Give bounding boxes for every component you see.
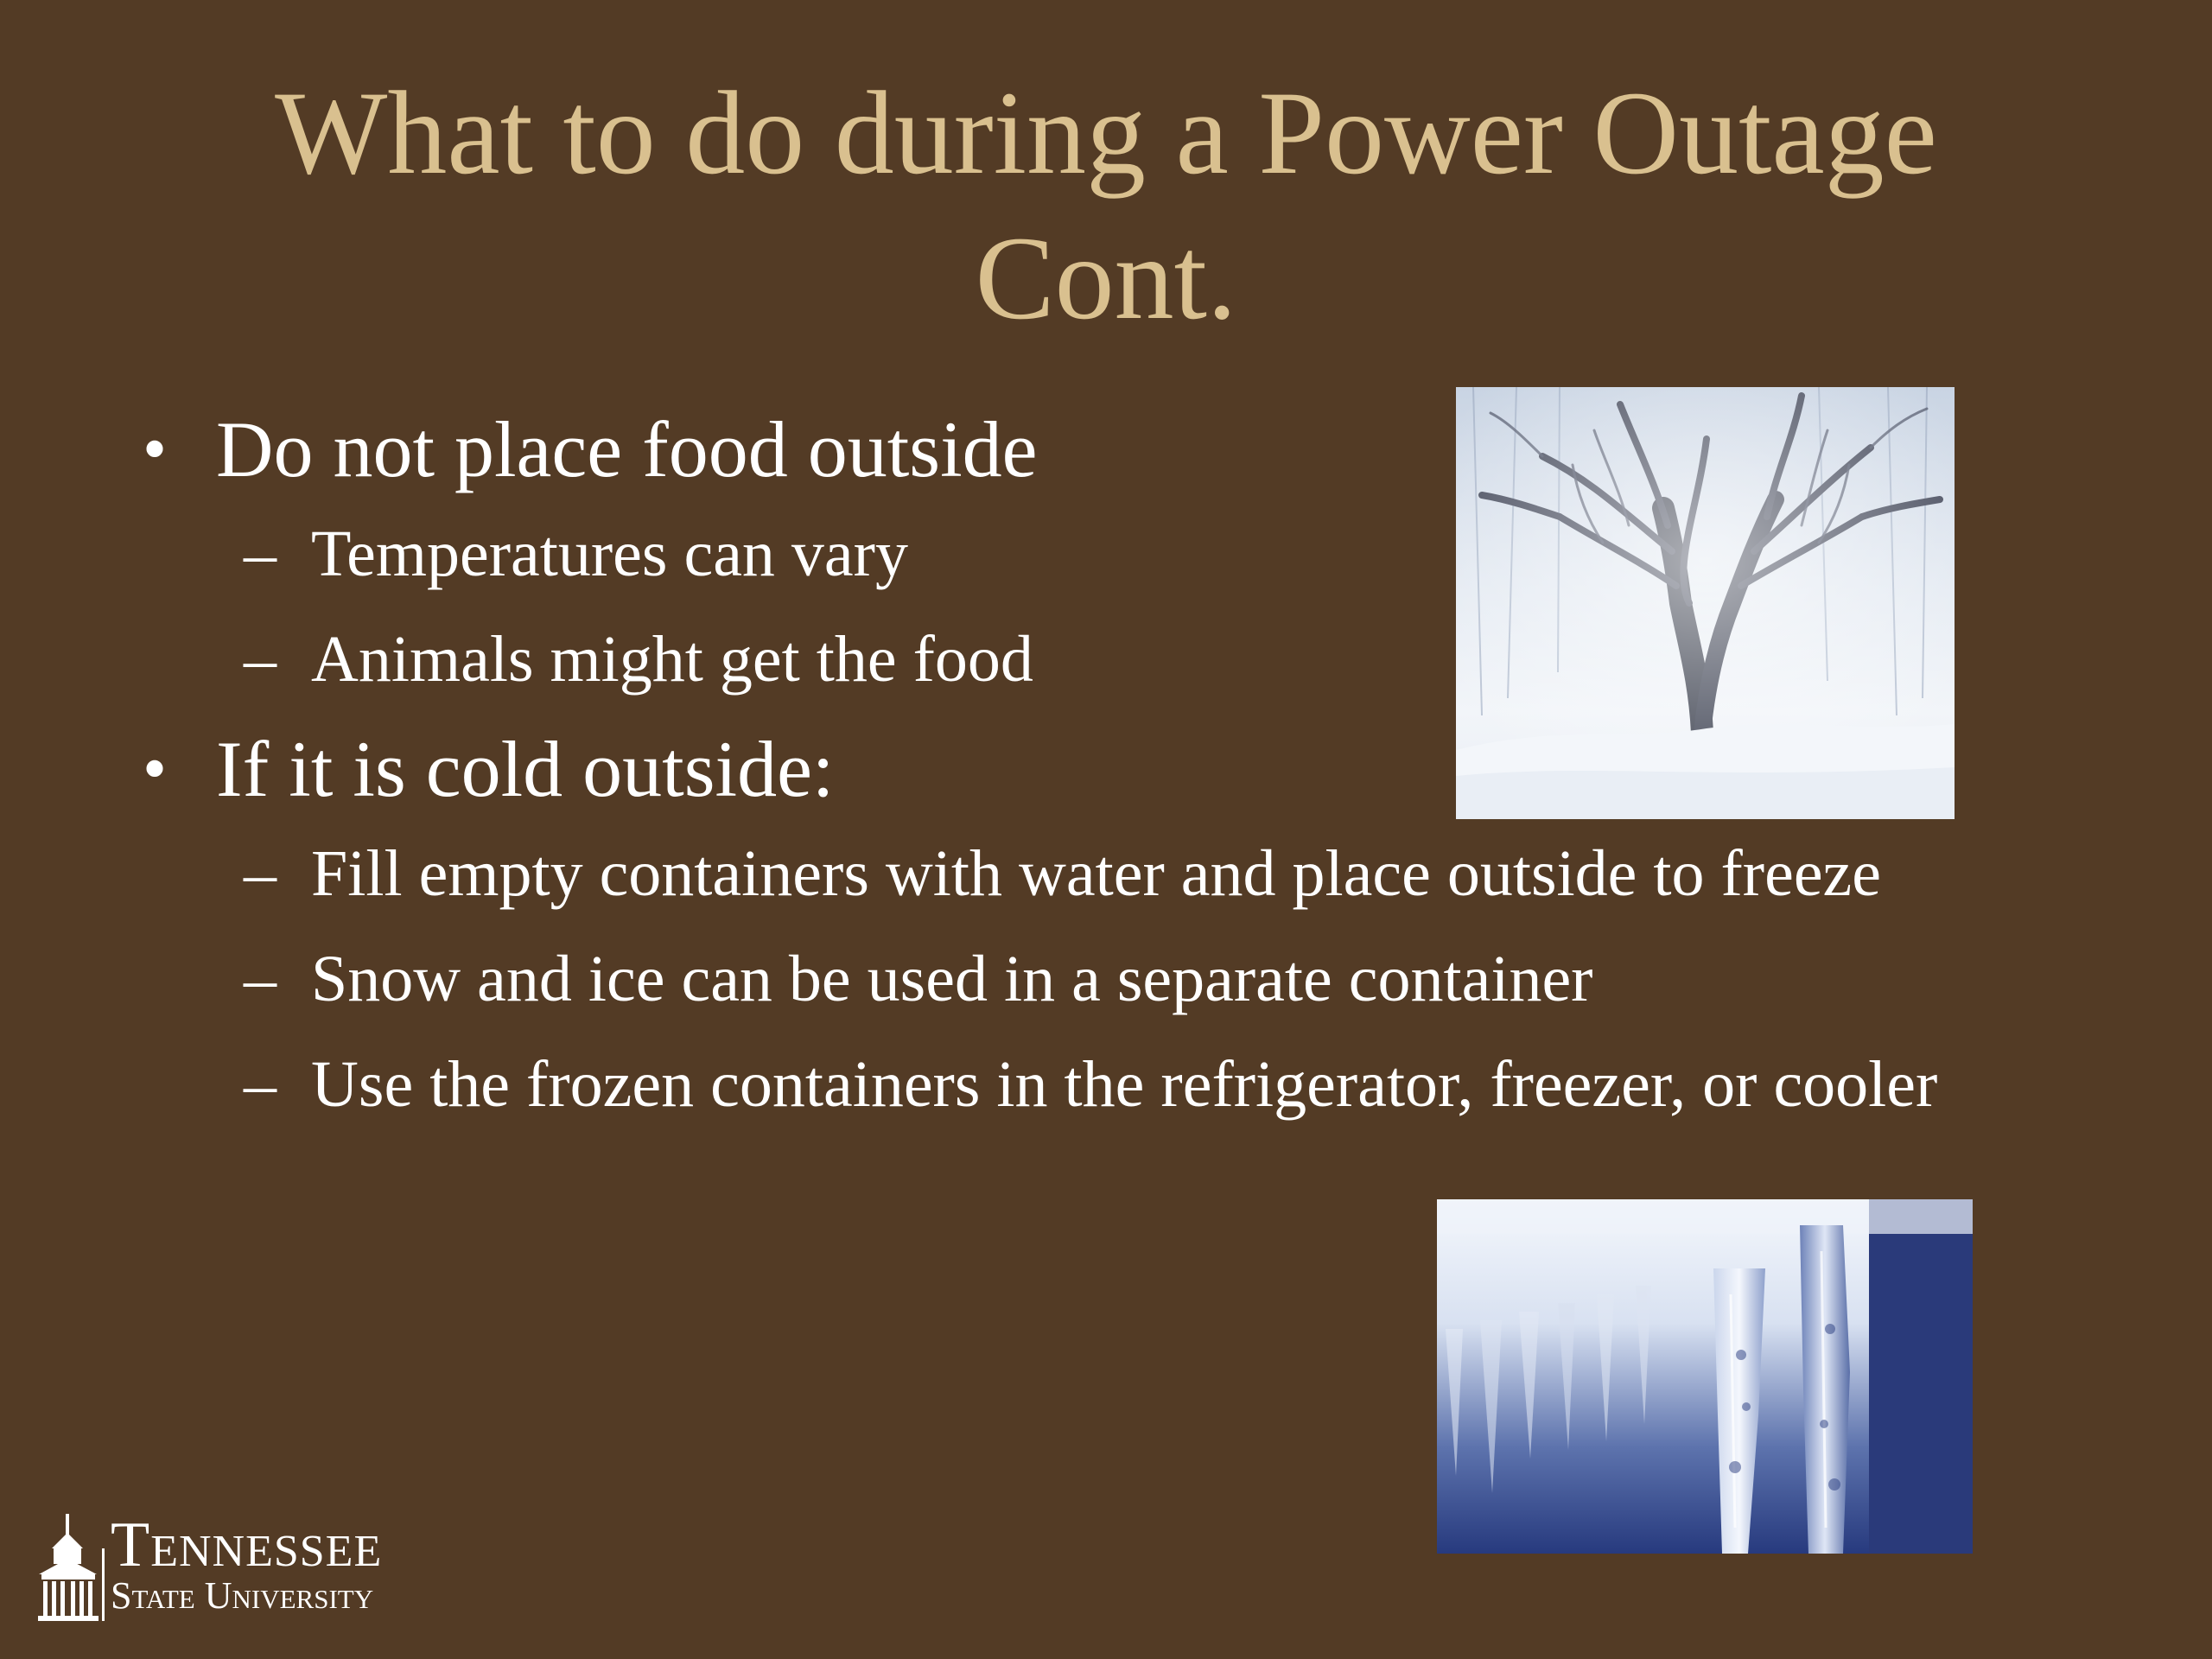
bullet-text: Do not place food outside — [216, 405, 1038, 493]
sub-bullet-item — [143, 936, 2130, 1022]
sub-bullet-mark: – — [244, 837, 276, 910]
sub-bullet-text: Snow and ice can be used in a separate container — [311, 943, 1593, 1015]
slide-title — [0, 60, 2212, 351]
sub-bullet-text: Fill empty containers with water and place outside to freeze — [311, 837, 1882, 910]
sub-bullet-mark: – — [244, 1048, 276, 1121]
sub-bullet-text: Animals might get the food — [311, 623, 1033, 696]
sub-bullet-mark: – — [244, 518, 276, 590]
slide-title-line1: What to do during a Power Outage — [275, 67, 1937, 199]
logo-line1: Tennessee — [111, 1510, 383, 1580]
sub-bullet-mark: – — [244, 943, 276, 1015]
slide-title-line2: Cont. — [975, 212, 1237, 344]
sub-bullet-text: Use the frozen containers in the refrigerator, freezer, or cooler — [311, 1048, 1938, 1121]
sub-bullet-text: Temperatures can vary — [311, 518, 908, 590]
bullet-text: If it is cold outside: — [216, 725, 835, 813]
logo-text — [111, 1510, 383, 1617]
logo-line2: State University — [111, 1574, 374, 1617]
sub-bullet-item — [143, 1041, 2130, 1128]
bullet-mark: • — [143, 731, 168, 807]
bullet-mark: • — [143, 411, 168, 487]
sub-bullet-mark: – — [244, 623, 276, 696]
sub-bullet-item — [143, 830, 2130, 917]
icicles-photo — [1437, 1199, 1973, 1554]
snowy-tree-illustration — [1456, 387, 1955, 819]
snowy-tree-photo — [1456, 387, 1955, 819]
icicles-illustration — [1437, 1199, 1973, 1554]
university-building-icon — [35, 1514, 105, 1622]
university-logo — [35, 1510, 432, 1626]
